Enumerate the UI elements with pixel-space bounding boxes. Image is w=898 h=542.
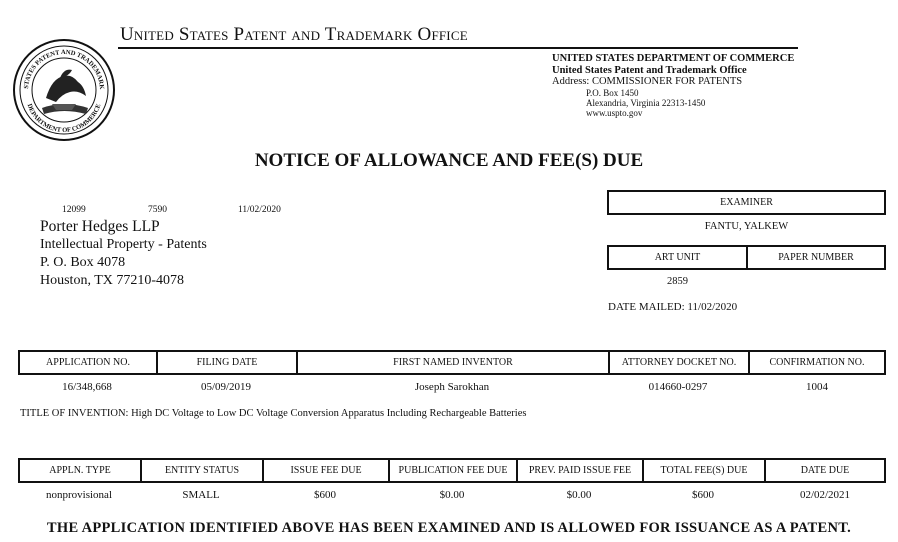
fee-header-row: [18, 458, 886, 483]
header-entity-status: ENTITY STATUS: [142, 460, 264, 481]
header-prev-paid-issue-fee: PREV. PAID ISSUE FEE: [518, 460, 644, 481]
header-attorney-docket-no: ATTORNEY DOCKET NO.: [610, 352, 750, 373]
dept-city: Alexandria, Virginia 22313-1450: [586, 97, 706, 108]
header-total-fees-due: TOTAL FEE(S) DUE: [644, 460, 766, 481]
header-application-no: APPLICATION NO.: [20, 352, 158, 373]
dept-website: www.uspto.gov: [586, 107, 643, 118]
art-unit-value: 2859: [667, 276, 688, 287]
art-unit-label: ART UNIT: [654, 252, 701, 263]
dept-po-box: P.O. Box 1450: [586, 87, 639, 98]
value-total-fees-due: $600: [692, 489, 714, 501]
value-appln-type: nonprovisional: [46, 489, 112, 501]
dept-line-2: United States Patent and Trademark Office: [552, 64, 747, 76]
value-prev-paid-issue-fee: $0.00: [566, 489, 592, 501]
header-filing-date: FILING DATE: [158, 352, 298, 373]
header-confirmation-no: CONFIRMATION NO.: [769, 357, 865, 368]
value-first-named-inventor: Joseph Sarokhan: [414, 381, 490, 393]
value-publication-fee-due: $0.00: [439, 489, 465, 501]
header-rule: [118, 47, 798, 49]
agency-name: United States Patent and Trademark Office: [120, 24, 468, 45]
correspondence-address: [40, 218, 207, 290]
value-attorney-docket-no: 014660-0297: [648, 381, 708, 393]
header-first-named-inventor: FIRST NAMED INVENTOR: [298, 352, 610, 373]
fee-values-row: [18, 489, 886, 501]
value-filing-date: 05/09/2019: [200, 381, 252, 393]
examiner-name: FANTU, YALKEW: [704, 221, 789, 232]
address-line-2: P. O. Box 4078: [40, 255, 126, 270]
dept-line-1: UNITED STATES DEPARTMENT OF COMMERCE: [552, 53, 795, 64]
notice-date: 11/02/2020: [238, 205, 281, 215]
dept-address-line: Address: COMMISSIONER FOR PATENTS: [552, 76, 743, 87]
examiner-label: EXAMINER: [720, 197, 773, 208]
header-appln-type: APPLN. TYPE: [20, 460, 142, 481]
uspto-seal-icon: [12, 38, 116, 142]
department-address-block: [552, 53, 794, 118]
routing-code: 7590: [148, 205, 167, 215]
application-header-row: [18, 350, 886, 375]
seal-text-top: STATES PATENT AND TRADEMARK: [22, 48, 106, 90]
value-entity-status: SMALL: [182, 489, 220, 501]
value-application-no: 16/348,668: [62, 381, 112, 393]
customer-code: 12099: [62, 205, 86, 215]
title-of-invention: TITLE OF INVENTION: High DC Voltage to Low DC Voltage Conversion Apparatus Including Rechargeable Batteries: [20, 408, 527, 419]
examiner-label-box: [607, 190, 886, 215]
allowance-statement: THE APPLICATION IDENTIFIED ABOVE HAS BEEN EXAMINED AND IS ALLOWED FOR ISSUANCE AS A PATENT.: [46, 520, 852, 536]
value-date-due: 02/02/2021: [799, 489, 851, 501]
header-issue-fee-due: ISSUE FEE DUE: [264, 460, 390, 481]
value-confirmation-no: 1004: [806, 381, 828, 393]
application-values-row: [18, 381, 886, 393]
document-title: NOTICE OF ALLOWANCE AND FEE(S) DUE: [254, 150, 644, 171]
header-date-due: DATE DUE: [800, 465, 850, 476]
date-mailed: DATE MAILED: 11/02/2020: [608, 301, 738, 313]
paper-number-label-box: [746, 245, 886, 270]
paper-number-label: PAPER NUMBER: [778, 252, 854, 263]
value-issue-fee-due: $600: [314, 489, 336, 501]
address-line-1: Intellectual Property - Patents: [40, 237, 207, 252]
address-line-3: Houston, TX 77210-4078: [40, 273, 185, 288]
header-publication-fee-due: PUBLICATION FEE DUE: [390, 460, 518, 481]
art-unit-label-box: [607, 245, 748, 270]
firm-name: Porter Hedges LLP: [40, 218, 160, 235]
seal-text-bottom: DEPARTMENT OF COMMERCE: [25, 102, 103, 135]
